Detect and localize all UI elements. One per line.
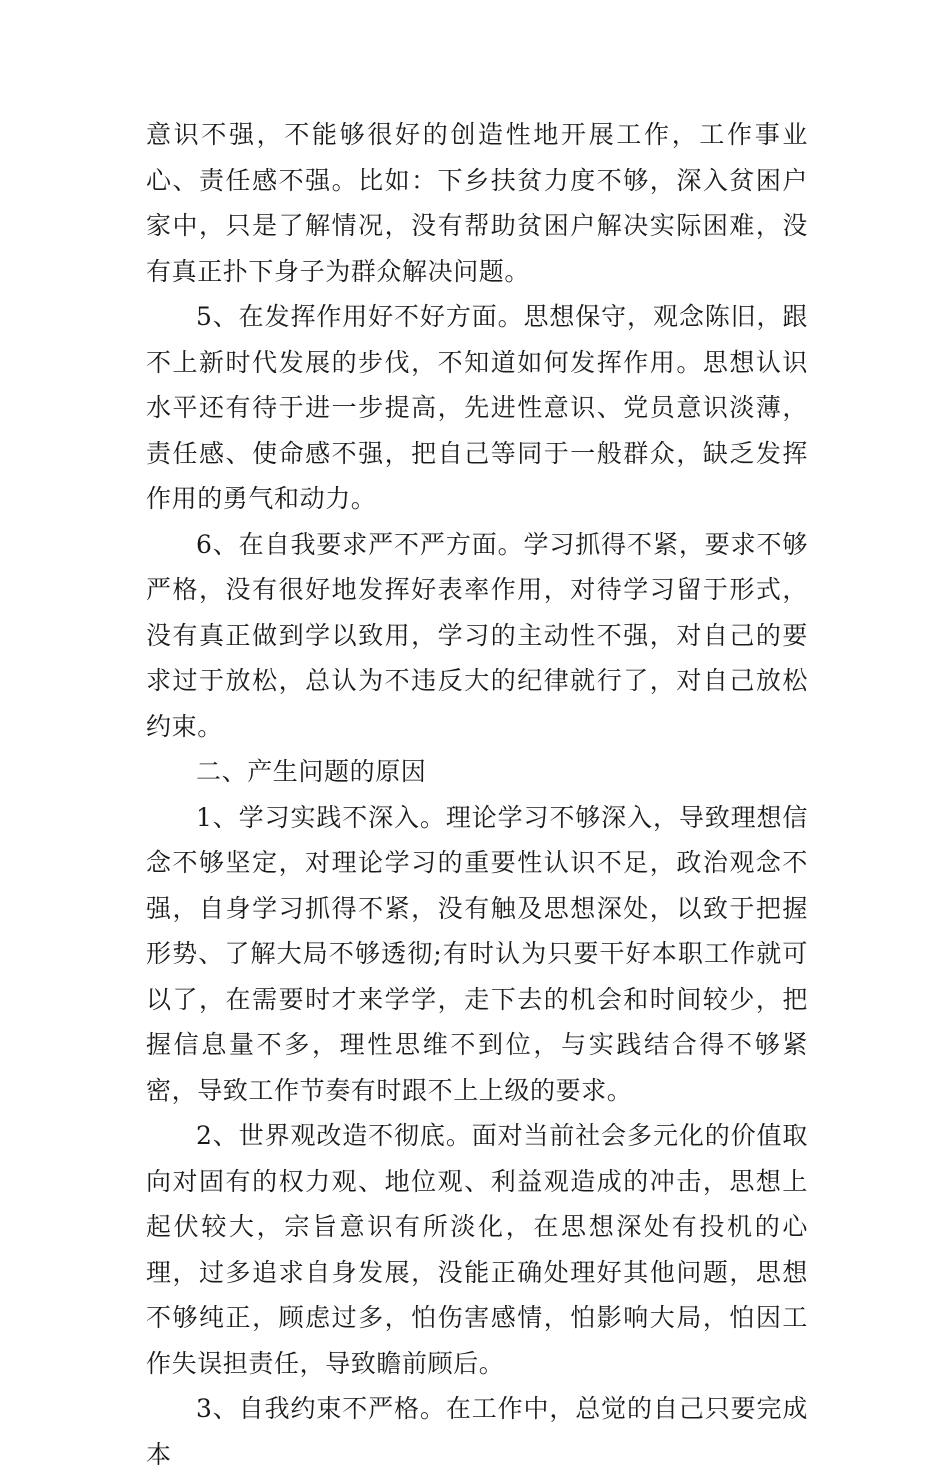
paragraph-continuation: 意识不强，不能够很好的创造性地开展工作，工作事业心、责任感不强。比如：下乡扶贫力度不够，深入贫困户家中，只是了解情况，没有帮助贫困户解决实际困难，没有真正扑下身子为群众解决问题。 <box>146 120 808 286</box>
paragraph-item-5: 5、在发挥作用好不好方面。思想保守，观念陈旧，跟不上新时代发展的步伐，不知道如何发挥作用。思想认识水平还有待于进一步提高，先进性意识、党员意识淡薄，责任感、使命感不强，把自己等同于一般群众，缺乏发挥作用的勇气和动力。 <box>146 302 808 513</box>
document-body <box>146 112 808 1477</box>
paragraph-cause-3: 3、自我约束不严格。在工作中，总觉的自己只要完成本 <box>146 1394 808 1469</box>
paragraph-item-6: 6、在自我要求严不严方面。学习抓得不紧，要求不够严格，没有很好地发挥好表率作用，对待学习留于形式，没有真正做到学以致用，学习的主动性不强，对自己的要求过于放松，总认为不违反大的纪律就行了，对自己放松约束。 <box>146 529 808 741</box>
section-heading-causes: 二、产生问题的原因 <box>196 757 427 786</box>
paragraph-cause-1: 1、学习实践不深入。理论学习不够深入，导致理想信念不够坚定，对理论学习的重要性认识不足，政治观念不强，自身学习抓得不紧，没有触及思想深处，以致于把握形势、了解大局不够透彻;有时认为只要干好本职工作就可以了，在需要时才来学学，走下去的机会和时间较少，把握信息量不多，理性思维不到位，与实践结合得不够紧密，导致工作节奏有时跟不上上级的要求。 <box>146 802 808 1105</box>
paragraph-cause-2: 2、世界观改造不彻底。面对当前社会多元化的价值取向对固有的权力观、地位观、利益观造成的冲击，思想上起伏较大，宗旨意识有所淡化，在思想深处有投机的心理，过多追求自身发展，没能正确处理好其他问题，思想不够纯正，顾虑过多，怕伤害感情，怕影响大局，怕因工作失误担责任，导致瞻前顾后。 <box>146 1121 808 1378</box>
